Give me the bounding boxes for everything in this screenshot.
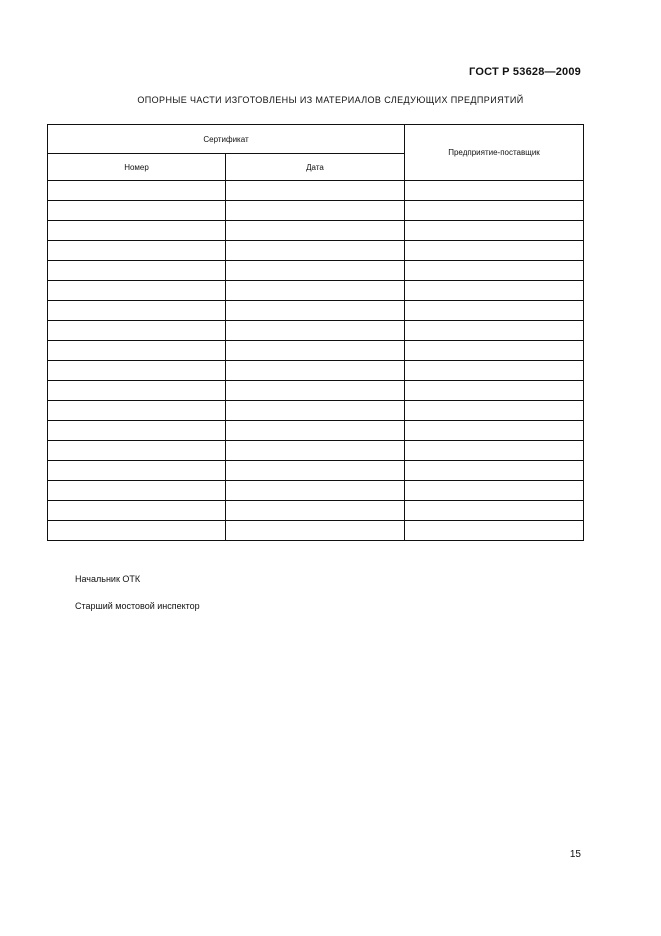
standard-designation: ГОСТ Р 53628—2009 <box>469 66 581 78</box>
cell-date <box>226 441 405 461</box>
header-supplier: Предприятие-поставщик <box>405 125 584 181</box>
cell-supplier <box>405 261 584 281</box>
cell-date <box>226 321 405 341</box>
cell-supplier <box>405 501 584 521</box>
cell-number <box>48 361 226 381</box>
cell-supplier <box>405 301 584 321</box>
header-date: Дата <box>226 154 405 181</box>
cell-number <box>48 441 226 461</box>
cell-supplier <box>405 221 584 241</box>
cell-number <box>48 481 226 501</box>
cell-date <box>226 241 405 261</box>
cell-date <box>226 521 405 541</box>
cell-supplier <box>405 361 584 381</box>
cell-number <box>48 501 226 521</box>
cell-supplier <box>405 321 584 341</box>
cell-supplier <box>405 281 584 301</box>
cell-number <box>48 401 226 421</box>
cell-date <box>226 401 405 421</box>
page-number: 15 <box>569 849 581 860</box>
cell-number <box>48 521 226 541</box>
cell-supplier <box>405 241 584 261</box>
table-row <box>48 241 584 261</box>
cell-number <box>48 341 226 361</box>
table-row <box>48 201 584 221</box>
table-row <box>48 461 584 481</box>
header-number: Номер <box>48 154 226 181</box>
cell-date <box>226 281 405 301</box>
cell-number <box>48 301 226 321</box>
table-row <box>48 301 584 321</box>
table-row <box>48 381 584 401</box>
signature-bridge-inspector: Старший мостовой инспектор <box>75 601 200 611</box>
cell-number <box>48 381 226 401</box>
cell-supplier <box>405 201 584 221</box>
table-row <box>48 501 584 521</box>
cell-number <box>48 461 226 481</box>
table-row <box>48 481 584 501</box>
table-row <box>48 221 584 241</box>
cell-number <box>48 281 226 301</box>
certificate-table <box>47 124 584 541</box>
cell-number <box>48 201 226 221</box>
table-row <box>48 281 584 301</box>
cell-date <box>226 261 405 281</box>
table-row <box>48 321 584 341</box>
table-row <box>48 401 584 421</box>
cell-supplier <box>405 441 584 461</box>
cell-supplier <box>405 181 584 201</box>
cell-date <box>226 301 405 321</box>
cell-date <box>226 361 405 381</box>
page-title: ОПОРНЫЕ ЧАСТИ ИЗГОТОВЛЕНЫ ИЗ МАТЕРИАЛОВ СЛЕДУЮЩИХ ПРЕДПРИЯТИЙ <box>137 95 524 105</box>
signature-qc-head: Начальник ОТК <box>75 574 141 584</box>
table-row <box>48 261 584 281</box>
cell-supplier <box>405 341 584 361</box>
cell-number <box>48 321 226 341</box>
cell-supplier <box>405 521 584 541</box>
cell-supplier <box>405 381 584 401</box>
cell-supplier <box>405 401 584 421</box>
table-row <box>48 361 584 381</box>
table-row <box>48 181 584 201</box>
cell-number <box>48 181 226 201</box>
cell-date <box>226 421 405 441</box>
cell-date <box>226 201 405 221</box>
cell-number <box>48 421 226 441</box>
cell-date <box>226 481 405 501</box>
cell-supplier <box>405 481 584 501</box>
cell-number <box>48 241 226 261</box>
table-row <box>48 341 584 361</box>
cell-date <box>226 461 405 481</box>
cell-number <box>48 261 226 281</box>
cell-date <box>226 501 405 521</box>
cell-date <box>226 341 405 361</box>
table-row <box>48 421 584 441</box>
cell-supplier <box>405 461 584 481</box>
cell-date <box>226 381 405 401</box>
table-row <box>48 441 584 461</box>
cell-date <box>226 181 405 201</box>
cell-supplier <box>405 421 584 441</box>
table-row <box>48 521 584 541</box>
header-certificate: Сертификат <box>48 125 405 154</box>
cell-number <box>48 221 226 241</box>
cell-date <box>226 221 405 241</box>
